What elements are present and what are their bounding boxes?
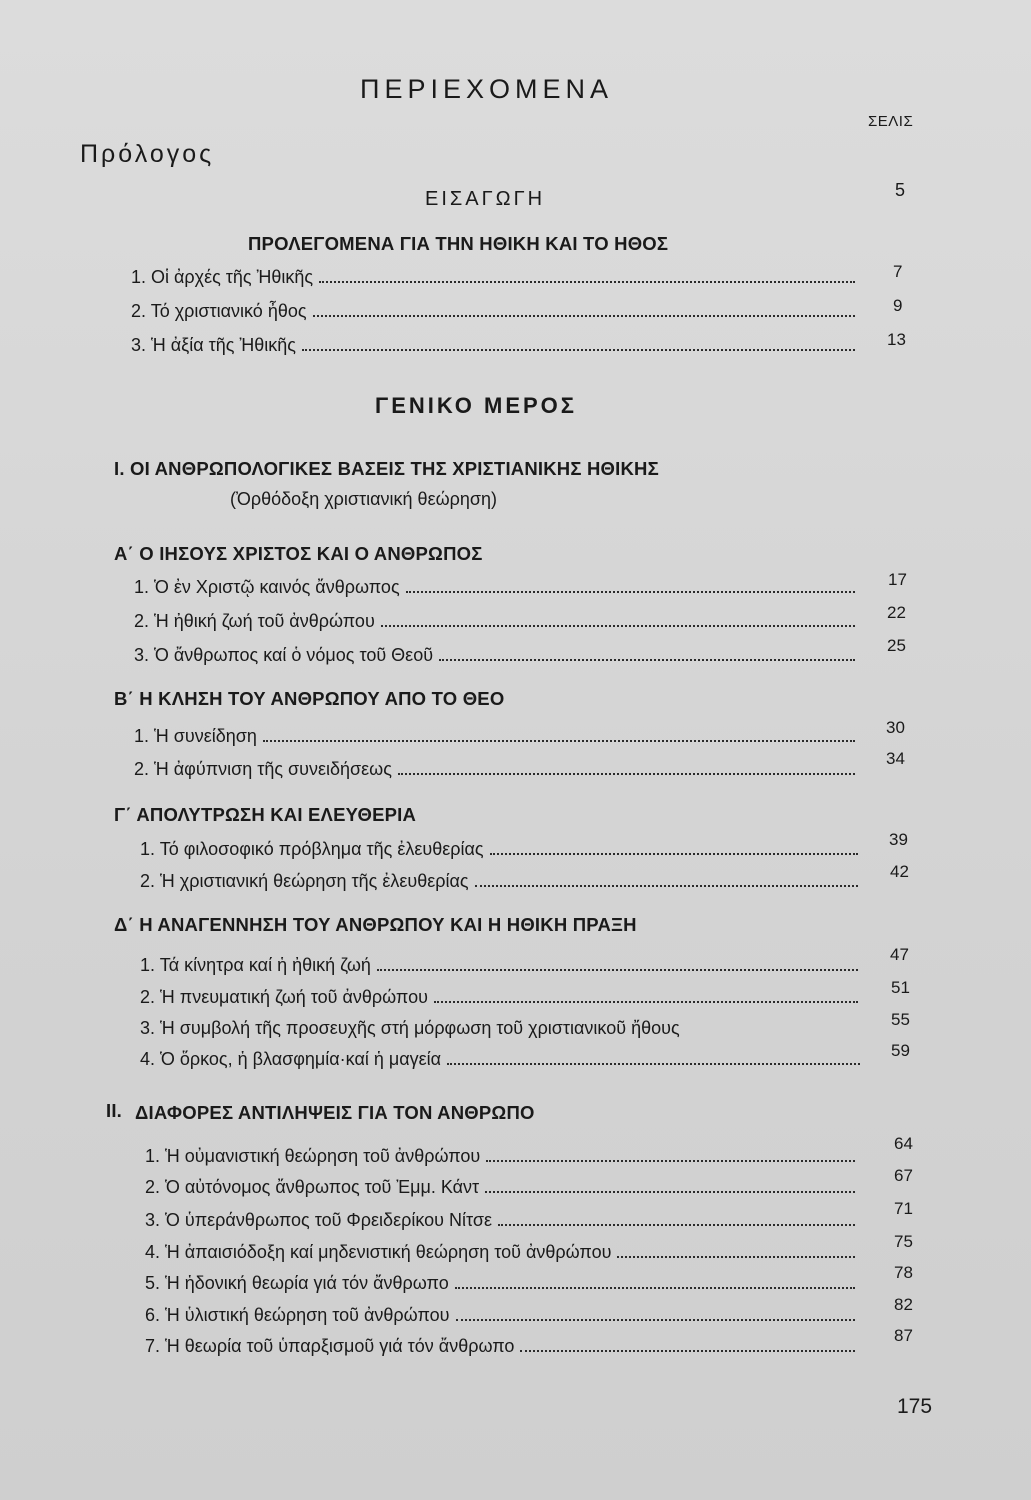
- dot-leader: [406, 591, 855, 593]
- toc-entry-page: 87: [894, 1326, 913, 1345]
- toc-entry[interactable]: [140, 982, 864, 1008]
- dot-leader: [455, 1287, 855, 1289]
- toc-entry-label: 1. Οἱ ἀρχές τῆς Ἠθικῆς: [131, 267, 314, 287]
- toc-entry-page: 17: [888, 570, 907, 589]
- section-heading: Β΄ Η ΚΛΗΣΗ ΤΟΥ ΑΝΘΡΩΠΟΥ ΑΠΟ ΤΟ ΘΕΟ: [114, 688, 505, 709]
- introduction-label: ΕΙΣΑΓΩΓΗ: [425, 188, 546, 210]
- toc-entry-label: 3. Ἡ συμβολή τῆς προσευχῆς στή μόρφωση τοῦ χριστιανικοῦ ἤθους: [140, 1018, 680, 1038]
- section-heading: Α΄ Ο ΙΗΣΟΥΣ ΧΡΙΣΤΟΣ ΚΑΙ Ο ΑΝΘΡΩΠΟΣ: [114, 543, 483, 564]
- introduction-heading: ΠΡΟΛΕΓΟΜΕΝΑ ΓΙΑ ΤΗΝ ΗΘΙΚΗ ΚΑΙ ΤΟ ΗΘΟΣ: [248, 233, 669, 254]
- toc-entry[interactable]: [140, 1013, 890, 1039]
- dot-leader: [617, 1256, 855, 1258]
- toc-entry[interactable]: [145, 1268, 861, 1294]
- toc-entry-label: 2. Ἡ ἠθική ζωή τοῦ ἀνθρώπου: [134, 611, 375, 631]
- part-two-heading: ΔΙΑΦΟΡΕΣ ΑΝΤΙΛΗΨΕΙΣ ΓΙΑ ΤΟΝ ΑΝΘΡΩΠΟ: [135, 1102, 535, 1123]
- toc-entry[interactable]: [134, 754, 861, 780]
- toc-entry[interactable]: [145, 1205, 861, 1231]
- toc-entry-page: 64: [894, 1134, 913, 1153]
- dot-leader: [520, 1350, 855, 1352]
- dot-leader: [381, 625, 855, 627]
- toc-entry-label: 1. Ὁ ἐν Χριστῷ καινός ἄνθρωπος: [134, 577, 400, 597]
- toc-entry[interactable]: [145, 1141, 861, 1167]
- toc-entry-page: 75: [894, 1232, 913, 1251]
- toc-entry-page: 67: [894, 1166, 913, 1185]
- toc-entry-page: 71: [894, 1199, 913, 1218]
- toc-entry[interactable]: [131, 330, 861, 356]
- dot-leader: [447, 1063, 860, 1065]
- toc-entry[interactable]: [145, 1172, 861, 1198]
- toc-entry-label: 1. Τό φιλοσοφικό πρόβλημα τῆς ἐλευθερίας: [140, 839, 484, 859]
- toc-entry-page: 25: [887, 636, 906, 655]
- toc-entry-page: 42: [890, 862, 909, 881]
- toc-entry-page: 55: [891, 1010, 910, 1029]
- dot-leader: [319, 281, 855, 283]
- part-one-heading: I. ΟΙ ΑΝΘΡΩΠΟΛΟΓΙΚΕΣ ΒΑΣΕΙΣ ΤΗΣ ΧΡΙΣΤΙΑΝΙΚΗΣ ΗΘΙΚΗΣ: [114, 458, 659, 479]
- toc-entry-page: 82: [894, 1295, 913, 1314]
- section-heading: Γ΄ ΑΠΟΛΥΤΡΩΣΗ ΚΑΙ ΕΛΕΥΘΕΡΙΑ: [114, 804, 417, 825]
- toc-entry-label: 1. Ἡ οὐμανιστική θεώρηση τοῦ ἀνθρώπου: [145, 1146, 481, 1166]
- toc-entry-page: 39: [889, 830, 908, 849]
- section-heading: Δ΄ Η ΑΝΑΓΕΝΝΗΣΗ ΤΟΥ ΑΝΘΡΩΠΟΥ ΚΑΙ Η ΗΘΙΚΗ ΠΡΑΞΗ: [114, 914, 637, 935]
- dot-leader: [313, 315, 855, 317]
- dot-leader: [475, 885, 858, 887]
- part-one-subtitle: (Ὀρθόδοξη χριστιανική θεώρηση): [230, 489, 498, 509]
- toc-entry[interactable]: [134, 606, 861, 632]
- toc-entry-label: 3. Ὁ ὑπεράνθρωπος τοῦ Φρειδερίκου Νίτσε: [145, 1210, 492, 1230]
- toc-entry-label: 2. Ἡ ἀφύπνιση τῆς συνειδήσεως: [134, 759, 392, 779]
- toc-entry-label: 2. Ἡ χριστιανική θεώρηση τῆς ἐλευθερίας: [140, 871, 469, 891]
- toc-entry[interactable]: [145, 1300, 861, 1326]
- dot-leader: [439, 659, 855, 661]
- toc-entry[interactable]: [145, 1331, 861, 1357]
- prologue-page-number: 5: [895, 180, 906, 200]
- toc-entry-page: 47: [890, 945, 909, 964]
- toc-entry-page: 30: [886, 718, 905, 737]
- toc-entry[interactable]: [140, 950, 864, 976]
- toc-entry-page: 51: [891, 978, 910, 997]
- toc-entry[interactable]: [134, 640, 861, 666]
- toc-entry-label: 1. Τά κίνητρα καί ἡ ἠθική ζωή: [140, 955, 371, 975]
- dot-leader: [490, 853, 858, 855]
- page-number: 175: [897, 1395, 933, 1418]
- page-column-label: ΣΕΛΙΣ: [868, 113, 914, 130]
- toc-entry[interactable]: [134, 572, 861, 598]
- toc-entry-page: 9: [893, 296, 903, 315]
- dot-leader: [485, 1191, 855, 1193]
- toc-entry[interactable]: [134, 721, 861, 747]
- toc-entry[interactable]: [140, 866, 864, 892]
- toc-entry-label: 4. Ἡ ἀπαισιόδοξη καί μηδενιστική θεώρηση τοῦ ἀνθρώπου: [145, 1242, 612, 1262]
- toc-entry[interactable]: [145, 1237, 861, 1263]
- dot-leader: [263, 740, 855, 742]
- toc-entry-page: 22: [887, 603, 906, 622]
- dot-leader: [377, 969, 858, 971]
- toc-entry-label: 2. Ἡ πνευματική ζωή τοῦ ἀνθρώπου: [140, 987, 428, 1007]
- prologue-label: Πρόλογος: [80, 140, 215, 168]
- toc-entry[interactable]: [140, 1044, 866, 1070]
- toc-entry-label: 4. Ὁ ὅρκος, ἡ βλασφημία·καί ἡ μαγεία: [140, 1049, 442, 1069]
- toc-entry-label: 1. Ἡ συνείδηση: [134, 726, 257, 746]
- toc-entry-page: 13: [887, 330, 906, 349]
- dot-leader: [398, 773, 855, 775]
- toc-entry-page: 34: [886, 749, 905, 768]
- contents-title: ΠΕΡΙΕΧΟΜΕΝΑ: [360, 74, 614, 104]
- toc-entry[interactable]: [131, 296, 861, 322]
- toc-entry-label: 5. Ἡ ἡδονική θεωρία γιά τόν ἄνθρωπο: [145, 1273, 449, 1293]
- toc-entry-label: 2. Ὁ αὐτόνομος ἄνθρωπος τοῦ Ἐμμ. Κάντ: [145, 1177, 480, 1197]
- toc-entry-page: 7: [893, 262, 903, 281]
- toc-entry-label: 2. Τό χριστιανικό ἦθος: [131, 301, 307, 321]
- dot-leader: [434, 1001, 858, 1003]
- general-part-heading: ΓΕΝΙΚΟ ΜΕΡΟΣ: [375, 393, 577, 418]
- toc-entry-label: 3. Ἡ ἀξία τῆς Ἠθικῆς: [131, 335, 296, 355]
- toc-entry[interactable]: [131, 262, 861, 288]
- dot-leader: [302, 349, 855, 351]
- toc-entry-page: 78: [894, 1263, 913, 1282]
- dot-leader: [456, 1319, 856, 1321]
- part-two-numeral: II.: [106, 1100, 123, 1121]
- toc-entry[interactable]: [140, 834, 864, 860]
- toc-entry-page: 59: [891, 1041, 910, 1060]
- dot-leader: [486, 1160, 855, 1162]
- toc-entry-label: 7. Ἡ θεωρία τοῦ ὑπαρξισμοῦ γιά τόν ἄνθρωπο: [145, 1336, 515, 1356]
- toc-entry-label: 6. Ἡ ὑλιστική θεώρηση τοῦ ἀνθρώπου: [145, 1305, 450, 1325]
- dot-leader: [498, 1224, 855, 1226]
- toc-entry-label: 3. Ὁ ἄνθρωπος καί ὁ νόμος τοῦ Θεοῦ: [134, 645, 434, 665]
